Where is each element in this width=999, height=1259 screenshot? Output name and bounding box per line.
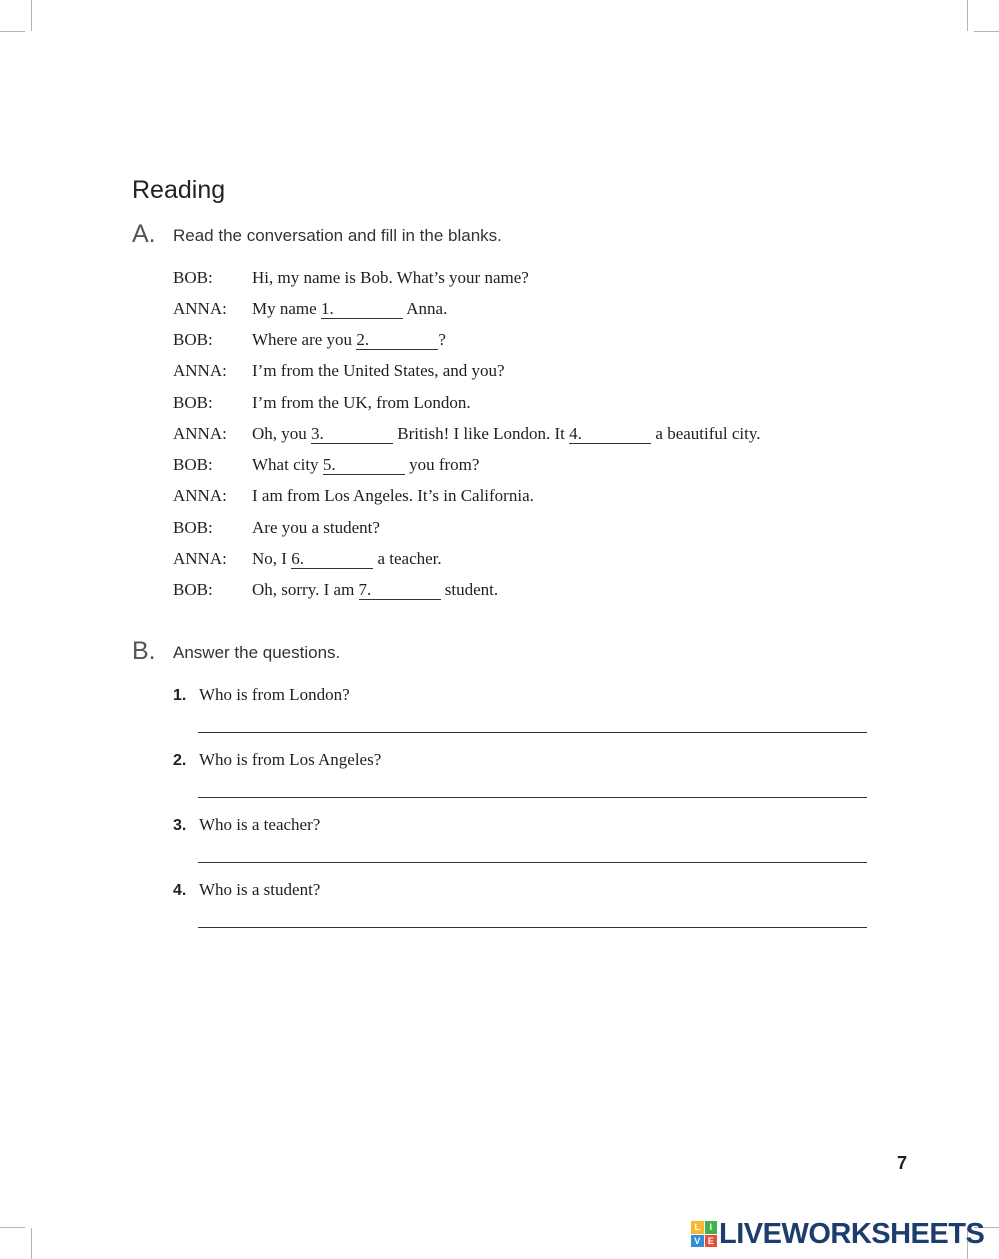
section-b-letter: B. <box>132 637 156 665</box>
blank-7[interactable]: 7. <box>359 581 441 600</box>
speaker: ANNA: <box>173 549 227 568</box>
answer-line[interactable] <box>198 927 867 928</box>
line-text: Are you a student? <box>252 518 380 537</box>
section-a-letter: A. <box>132 220 156 248</box>
crop-mark <box>0 31 25 32</box>
speaker: ANNA: <box>173 486 227 505</box>
answer-line[interactable] <box>198 797 867 798</box>
blank-4[interactable]: 4. <box>569 425 651 444</box>
question <box>173 683 350 708</box>
line-text: What city 5. you from? <box>252 455 480 474</box>
page-number: 7 <box>897 1153 908 1173</box>
line-text: I’m from the UK, from London. <box>252 393 471 412</box>
logo-cell: E <box>705 1235 718 1248</box>
section-a-instruction: Read the conversation and fill in the blanks. <box>173 226 502 245</box>
line-text: No, I 6. a teacher. <box>252 549 442 568</box>
speaker: BOB: <box>173 330 213 349</box>
answer-line[interactable] <box>198 732 867 733</box>
line-text: Oh, you 3. British! I like London. It 4. a beautiful city. <box>252 424 761 443</box>
question-text: Who is from Los Angeles? <box>199 750 382 769</box>
speaker: BOB: <box>173 518 213 537</box>
question-text: Who is a teacher? <box>199 815 321 834</box>
line-text: Hi, my name is Bob. What’s your name? <box>252 268 529 287</box>
question <box>173 748 381 773</box>
question-text: Who is from London? <box>199 685 350 704</box>
line-text: Where are you 2. ? <box>252 330 446 349</box>
blank-2[interactable]: 2. <box>356 331 438 350</box>
logo-cell: V <box>691 1235 704 1248</box>
crop-mark <box>31 0 32 31</box>
speaker: BOB: <box>173 455 213 474</box>
speaker: ANNA: <box>173 299 227 318</box>
question-number: 1. <box>173 687 187 704</box>
blank-1[interactable]: 1. <box>321 300 403 319</box>
crop-mark <box>0 1227 25 1228</box>
blank-3[interactable]: 3. <box>311 425 393 444</box>
speaker: BOB: <box>173 268 213 287</box>
crop-mark <box>31 1228 32 1259</box>
speaker: ANNA: <box>173 361 227 380</box>
line-text: My name 1. Anna. <box>252 299 448 318</box>
speaker: ANNA: <box>173 424 227 443</box>
speaker: BOB: <box>173 580 213 599</box>
line-text: I am from Los Angeles. It’s in California. <box>252 486 534 505</box>
logo-cell: L <box>691 1221 704 1234</box>
question-text: Who is a student? <box>199 880 321 899</box>
question <box>173 813 320 838</box>
crop-mark <box>974 31 999 32</box>
liveworksheets-logo <box>691 1220 984 1248</box>
logo-text: LIVEWORKSHEETS <box>719 1218 985 1250</box>
logo-cell: I <box>705 1221 718 1234</box>
question-number: 2. <box>173 752 187 769</box>
blank-5[interactable]: 5. <box>323 456 405 475</box>
question-number: 3. <box>173 817 187 834</box>
section-b-instruction: Answer the questions. <box>173 643 341 662</box>
line-text: Oh, sorry. I am 7. student. <box>252 580 499 599</box>
question <box>173 878 320 903</box>
blank-6[interactable]: 6. <box>291 550 373 569</box>
crop-mark <box>967 0 968 31</box>
answer-line[interactable] <box>198 862 867 863</box>
logo-mark-icon <box>691 1221 717 1247</box>
page-title: Reading <box>132 176 226 204</box>
speaker: BOB: <box>173 393 213 412</box>
question-number: 4. <box>173 882 187 899</box>
line-text: I’m from the United States, and you? <box>252 361 505 380</box>
